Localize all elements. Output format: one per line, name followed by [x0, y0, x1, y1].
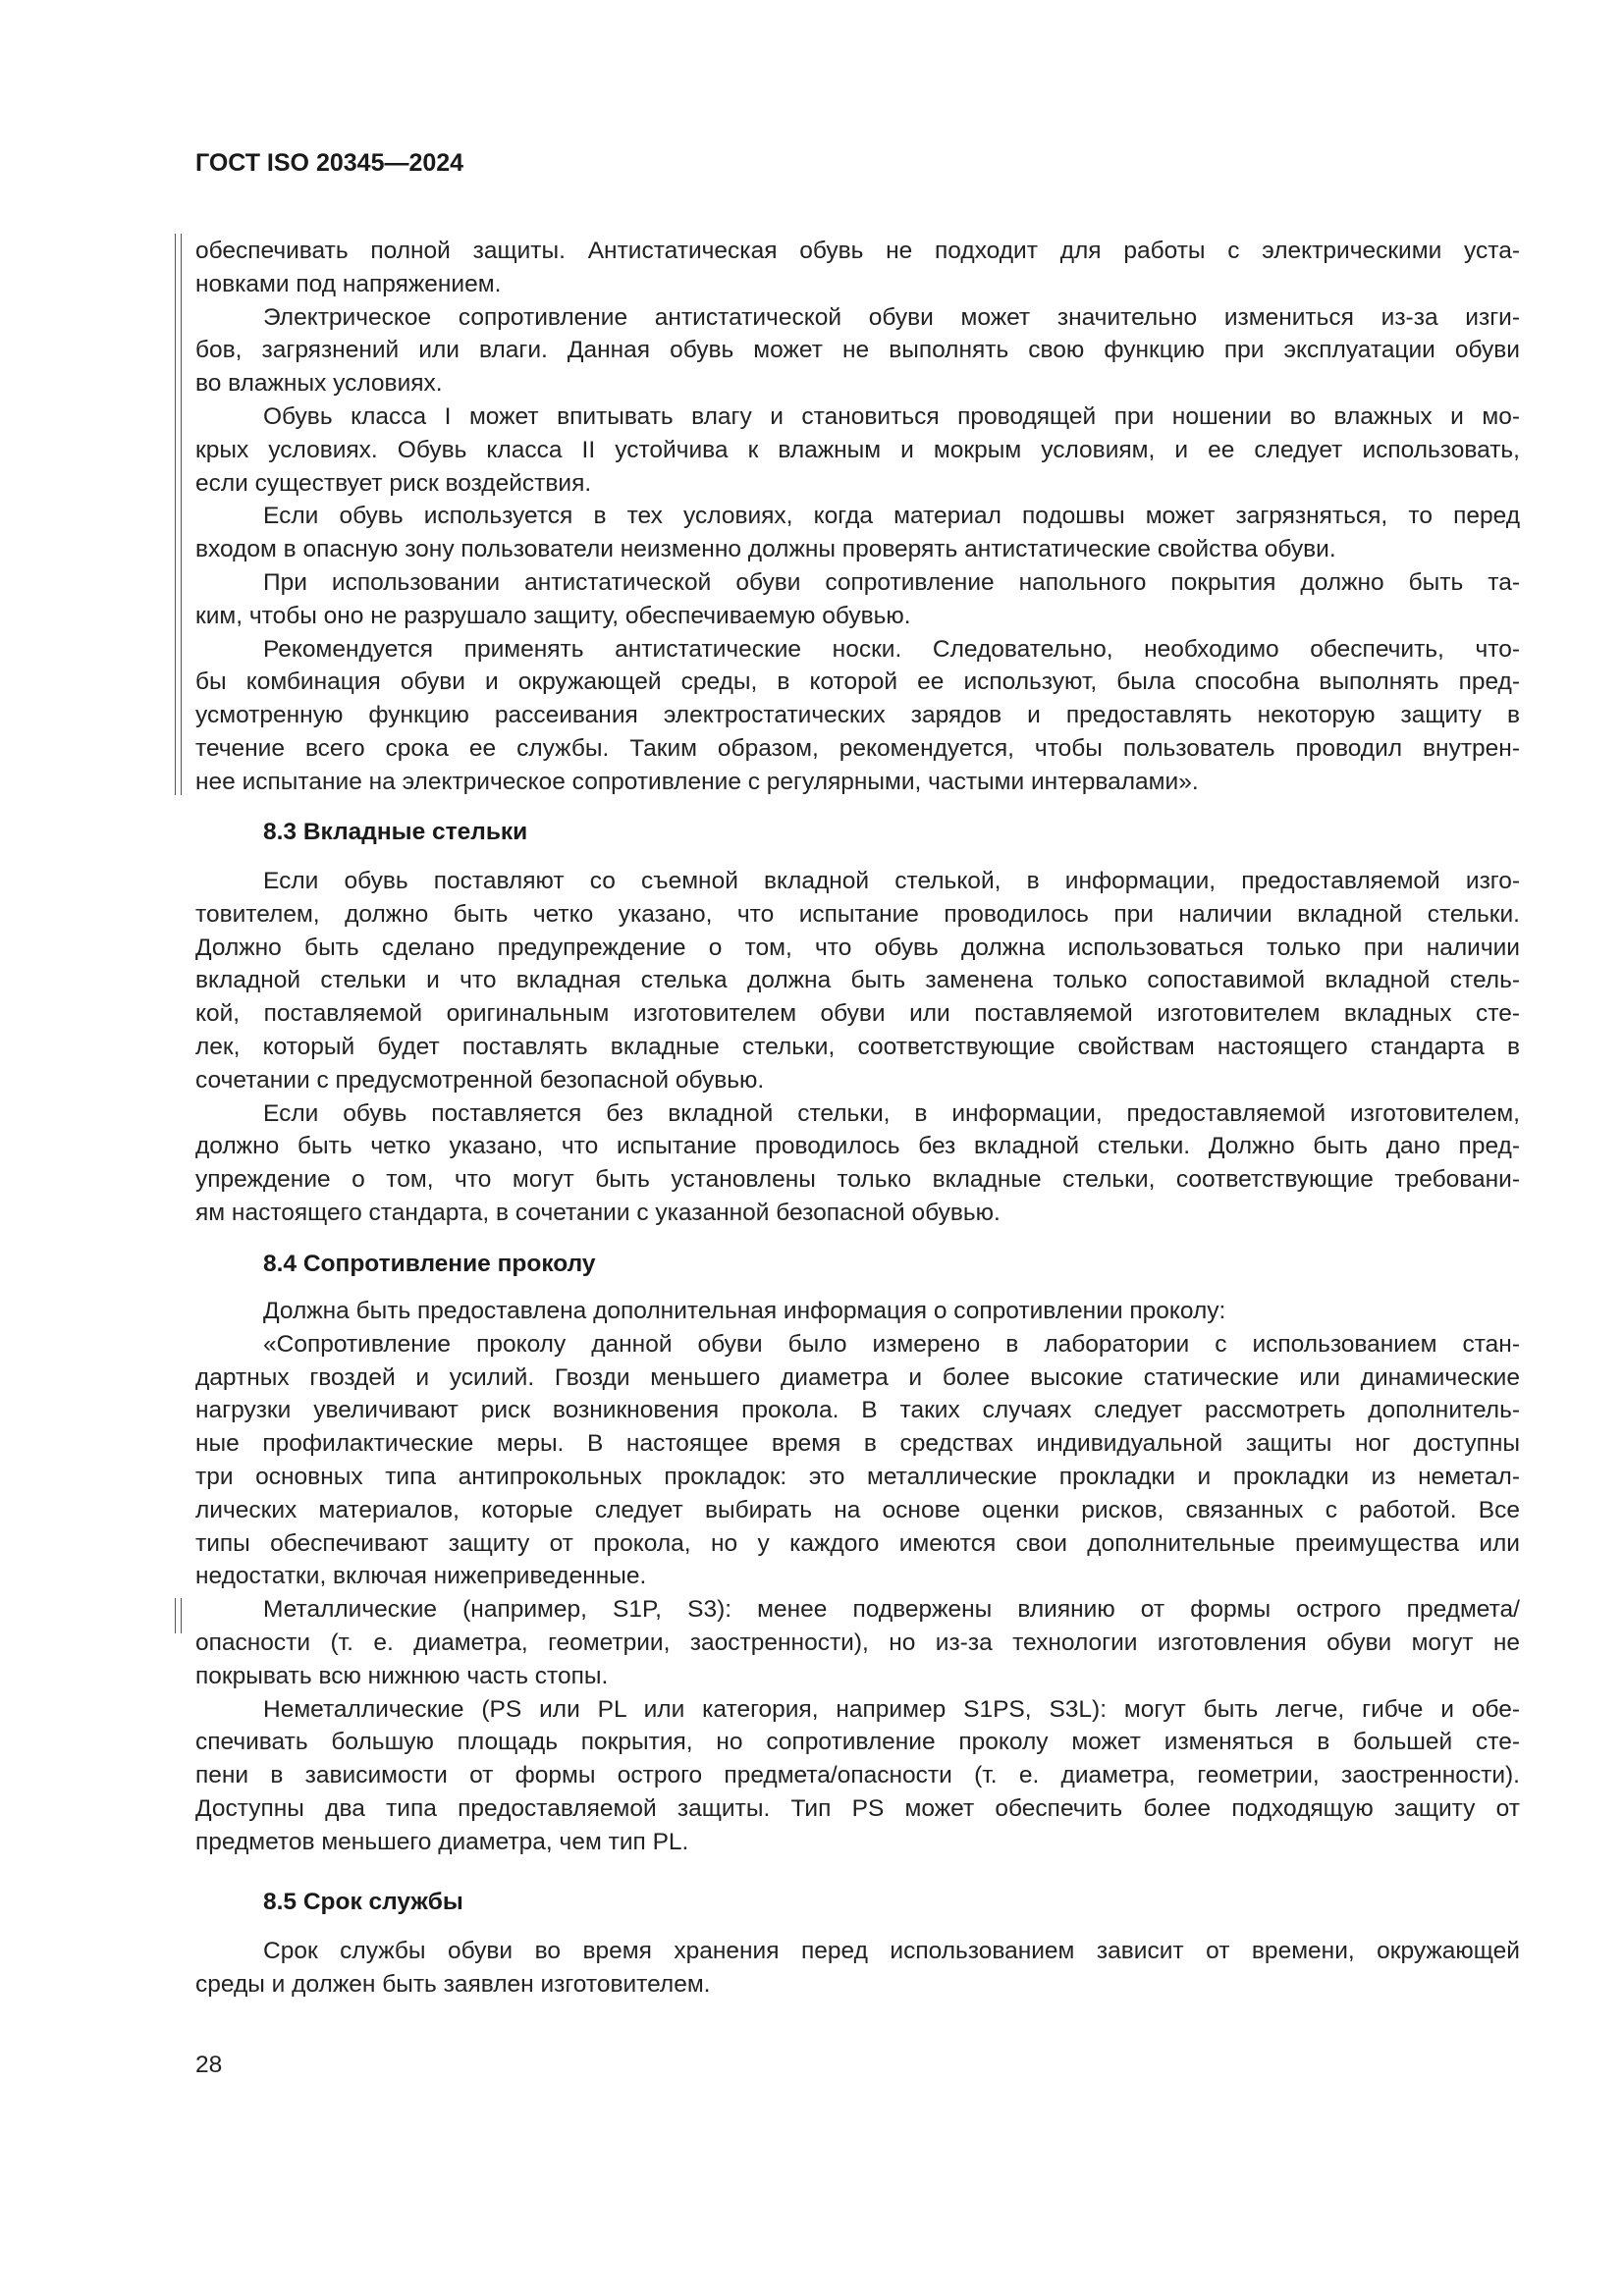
paragraph-line: крых условиях. Обувь класса II устойчива к влажным и мокрым условиям, и ее следует использовать,: [195, 436, 1520, 463]
paragraph-line: Должна быть предоставлена дополнительная информация о сопротивлении проколу:: [263, 1298, 1226, 1324]
paragraph-line: три основных типа антипрокольных прокладок: это металлические прокладки и прокладки из неметал-: [195, 1463, 1520, 1490]
section-heading-8-5: 8.5 Срок службы: [263, 1889, 463, 1915]
intro-text: [195, 235, 1520, 799]
document-header: ГОСТ ISO 20345—2024: [195, 149, 464, 177]
paragraph-line: лек, который будет поставлять вкладные стельки, соответствующие свойствам настоящего стандарта в: [195, 1033, 1520, 1060]
paragraph-line: течение всего срока ее службы. Таким образом, рекомендуется, чтобы пользователь проводил внутрен-: [195, 734, 1520, 762]
section-8-4-body: [195, 1295, 1520, 1859]
section-heading-8-3: 8.3 Вкладные стельки: [263, 819, 528, 845]
paragraph-line: Рекомендуется применять антистатические носки. Следовательно, необходимо обеспечить, что-: [263, 635, 1520, 663]
paragraph-line: входом в опасную зону пользователи неизменно должны проверять антистатические свойства обуви.: [195, 536, 1336, 563]
paragraph-line: лических материалов, которые следует выбирать на основе оценки рисков, связанных с работой. Все: [195, 1496, 1520, 1523]
paragraph-line: Если обувь поставляется без вкладной стельки, в информации, предоставляемой изготовителем,: [263, 1099, 1520, 1127]
paragraph-line: предметов меньшего диаметра, чем тип PL.: [195, 1828, 689, 1855]
paragraph-line: кой, поставляемой оригинальным изготовителем обуви или поставляемой изготовителем вкладных сте-: [195, 1000, 1520, 1028]
paragraph-line: ные профилактические меры. В настоящее время в средствах индивидуальной защиты ног доступны: [195, 1430, 1520, 1458]
paragraph-line: ким, чтобы оно не разрушало защиту, обеспечиваемую обувью.: [195, 602, 911, 629]
paragraph-line: типы обеспечивают защиту от прокола, но у каждого имеются свои дополнительные преимущества или: [195, 1529, 1520, 1557]
paragraph-line: во влажных условиях.: [195, 370, 443, 398]
paragraph-line: должно быть четко указано, что испытание проводилось без вкладной стельки. Должно быть дано пред-: [195, 1133, 1520, 1160]
paragraph-line: новками под напряжением.: [195, 270, 502, 297]
paragraph-line: усмотренную функцию рассеивания электростатических зарядов и предоставлять некоторую защиту в: [195, 702, 1520, 729]
paragraph-line: Неметаллические (PS или PL или категория, например S1PS, S3L): могут быть легче, гибче и обе-: [263, 1695, 1520, 1723]
paragraph-line: пени в зависимости от формы острого предмета/опасности (т. е. диаметра, геометрии, заостренности).: [195, 1762, 1520, 1789]
paragraph-line: спечивать большую площадь покрытия, но сопротивление проколу может изменяться в большей сте-: [195, 1729, 1520, 1756]
paragraph-line: если существует риск воздействия.: [195, 469, 592, 497]
paragraph-line: бы комбинация обуви и окружающей среды, в которой ее используют, была способна выполнять пред-: [195, 668, 1520, 696]
paragraph-line: «Сопротивление проколу данной обуви было измерено в лаборатории с использованием стан-: [263, 1330, 1520, 1358]
paragraph-line: Металлические (например, S1P, S3): менее подвержены влиянию от формы острого предмета/: [263, 1596, 1520, 1624]
paragraph-line: покрывать всю нижнюю часть стопы.: [195, 1662, 609, 1689]
paragraph-line: Если обувь используется в тех условиях, когда материал подошвы может загрязняться, то перед: [263, 503, 1520, 530]
section-8-5-body: [195, 1935, 1520, 2002]
section-heading-8-4: 8.4 Сопротивление проколу: [263, 1251, 596, 1277]
paragraph-line: товителем, должно быть четко указано, что испытание проводилось при наличии вкладной стельки.: [195, 900, 1520, 928]
paragraph-line: сочетании с предусмотренной безопасной обувью.: [195, 1066, 765, 1094]
paragraph-line: дартных гвоздей и усилий. Гвозди меньшего диаметра и более высокие статические или динамические: [195, 1363, 1520, 1391]
paragraph-line: нее испытание на электрическое сопротивление с регулярными, частыми интервалами».: [195, 768, 1199, 795]
paragraph-line: вкладной стельки и что вкладная стелька должна быть заменена только сопоставимой вкладной стель-: [195, 967, 1520, 994]
page-number: 28: [195, 2052, 223, 2078]
paragraph-line: Обувь класса I может впитывать влагу и становиться проводящей при ношении во влажных и мо-: [263, 402, 1520, 430]
paragraph-line: Должно быть сделано предупреждение о том, что обувь должна использоваться только при наличии: [195, 934, 1520, 961]
change-bar: [175, 1598, 182, 1633]
paragraph-line: бов, загрязнений или влаги. Данная обувь может не выполнять свою функцию при эксплуатации обуви: [195, 337, 1520, 364]
paragraph-line: опасности (т. е. диаметра, геометрии, заостренности), но из-за технологии изготовления обуви могут не: [195, 1629, 1520, 1656]
paragraph-line: недостатки, включая нижеприведенные.: [195, 1563, 647, 1590]
paragraph-line: обеспечивать полной защиты. Антистатическая обувь не подходит для работы с электрическими уста-: [195, 238, 1520, 264]
paragraph-line: Срок службы обуви во время хранения перед использованием зависит от времени, окружающей: [263, 1938, 1520, 1964]
paragraph-line: При использовании антистатической обуви сопротивление напольного покрытия должно быть та-: [263, 568, 1520, 596]
paragraph-line: упреждение о том, что могут быть установлены только вкладные стельки, соответствующие требовани-: [195, 1166, 1520, 1194]
paragraph-line: ям настоящего стандарта, в сочетании с указанной безопасной обувью.: [195, 1199, 1001, 1226]
paragraph-line: Если обувь поставляют со съемной вкладной стелькой, в информации, предоставляемой изго-: [263, 868, 1520, 894]
paragraph-line: Доступны два типа предоставляемой защиты. Тип PS может обеспечить более подходящую защиту от: [195, 1794, 1520, 1822]
change-bar: [175, 234, 182, 795]
paragraph-line: Электрическое сопротивление антистатической обуви может значительно измениться из-за изги-: [263, 303, 1520, 331]
section-8-3-body: [195, 865, 1520, 1230]
paragraph-line: нагрузки увеличивают риск возникновения прокола. В таких случаях следует рассмотреть дополнитель-: [195, 1397, 1520, 1424]
paragraph-line: среды и должен быть заявлен изготовителем.: [195, 1970, 711, 1998]
